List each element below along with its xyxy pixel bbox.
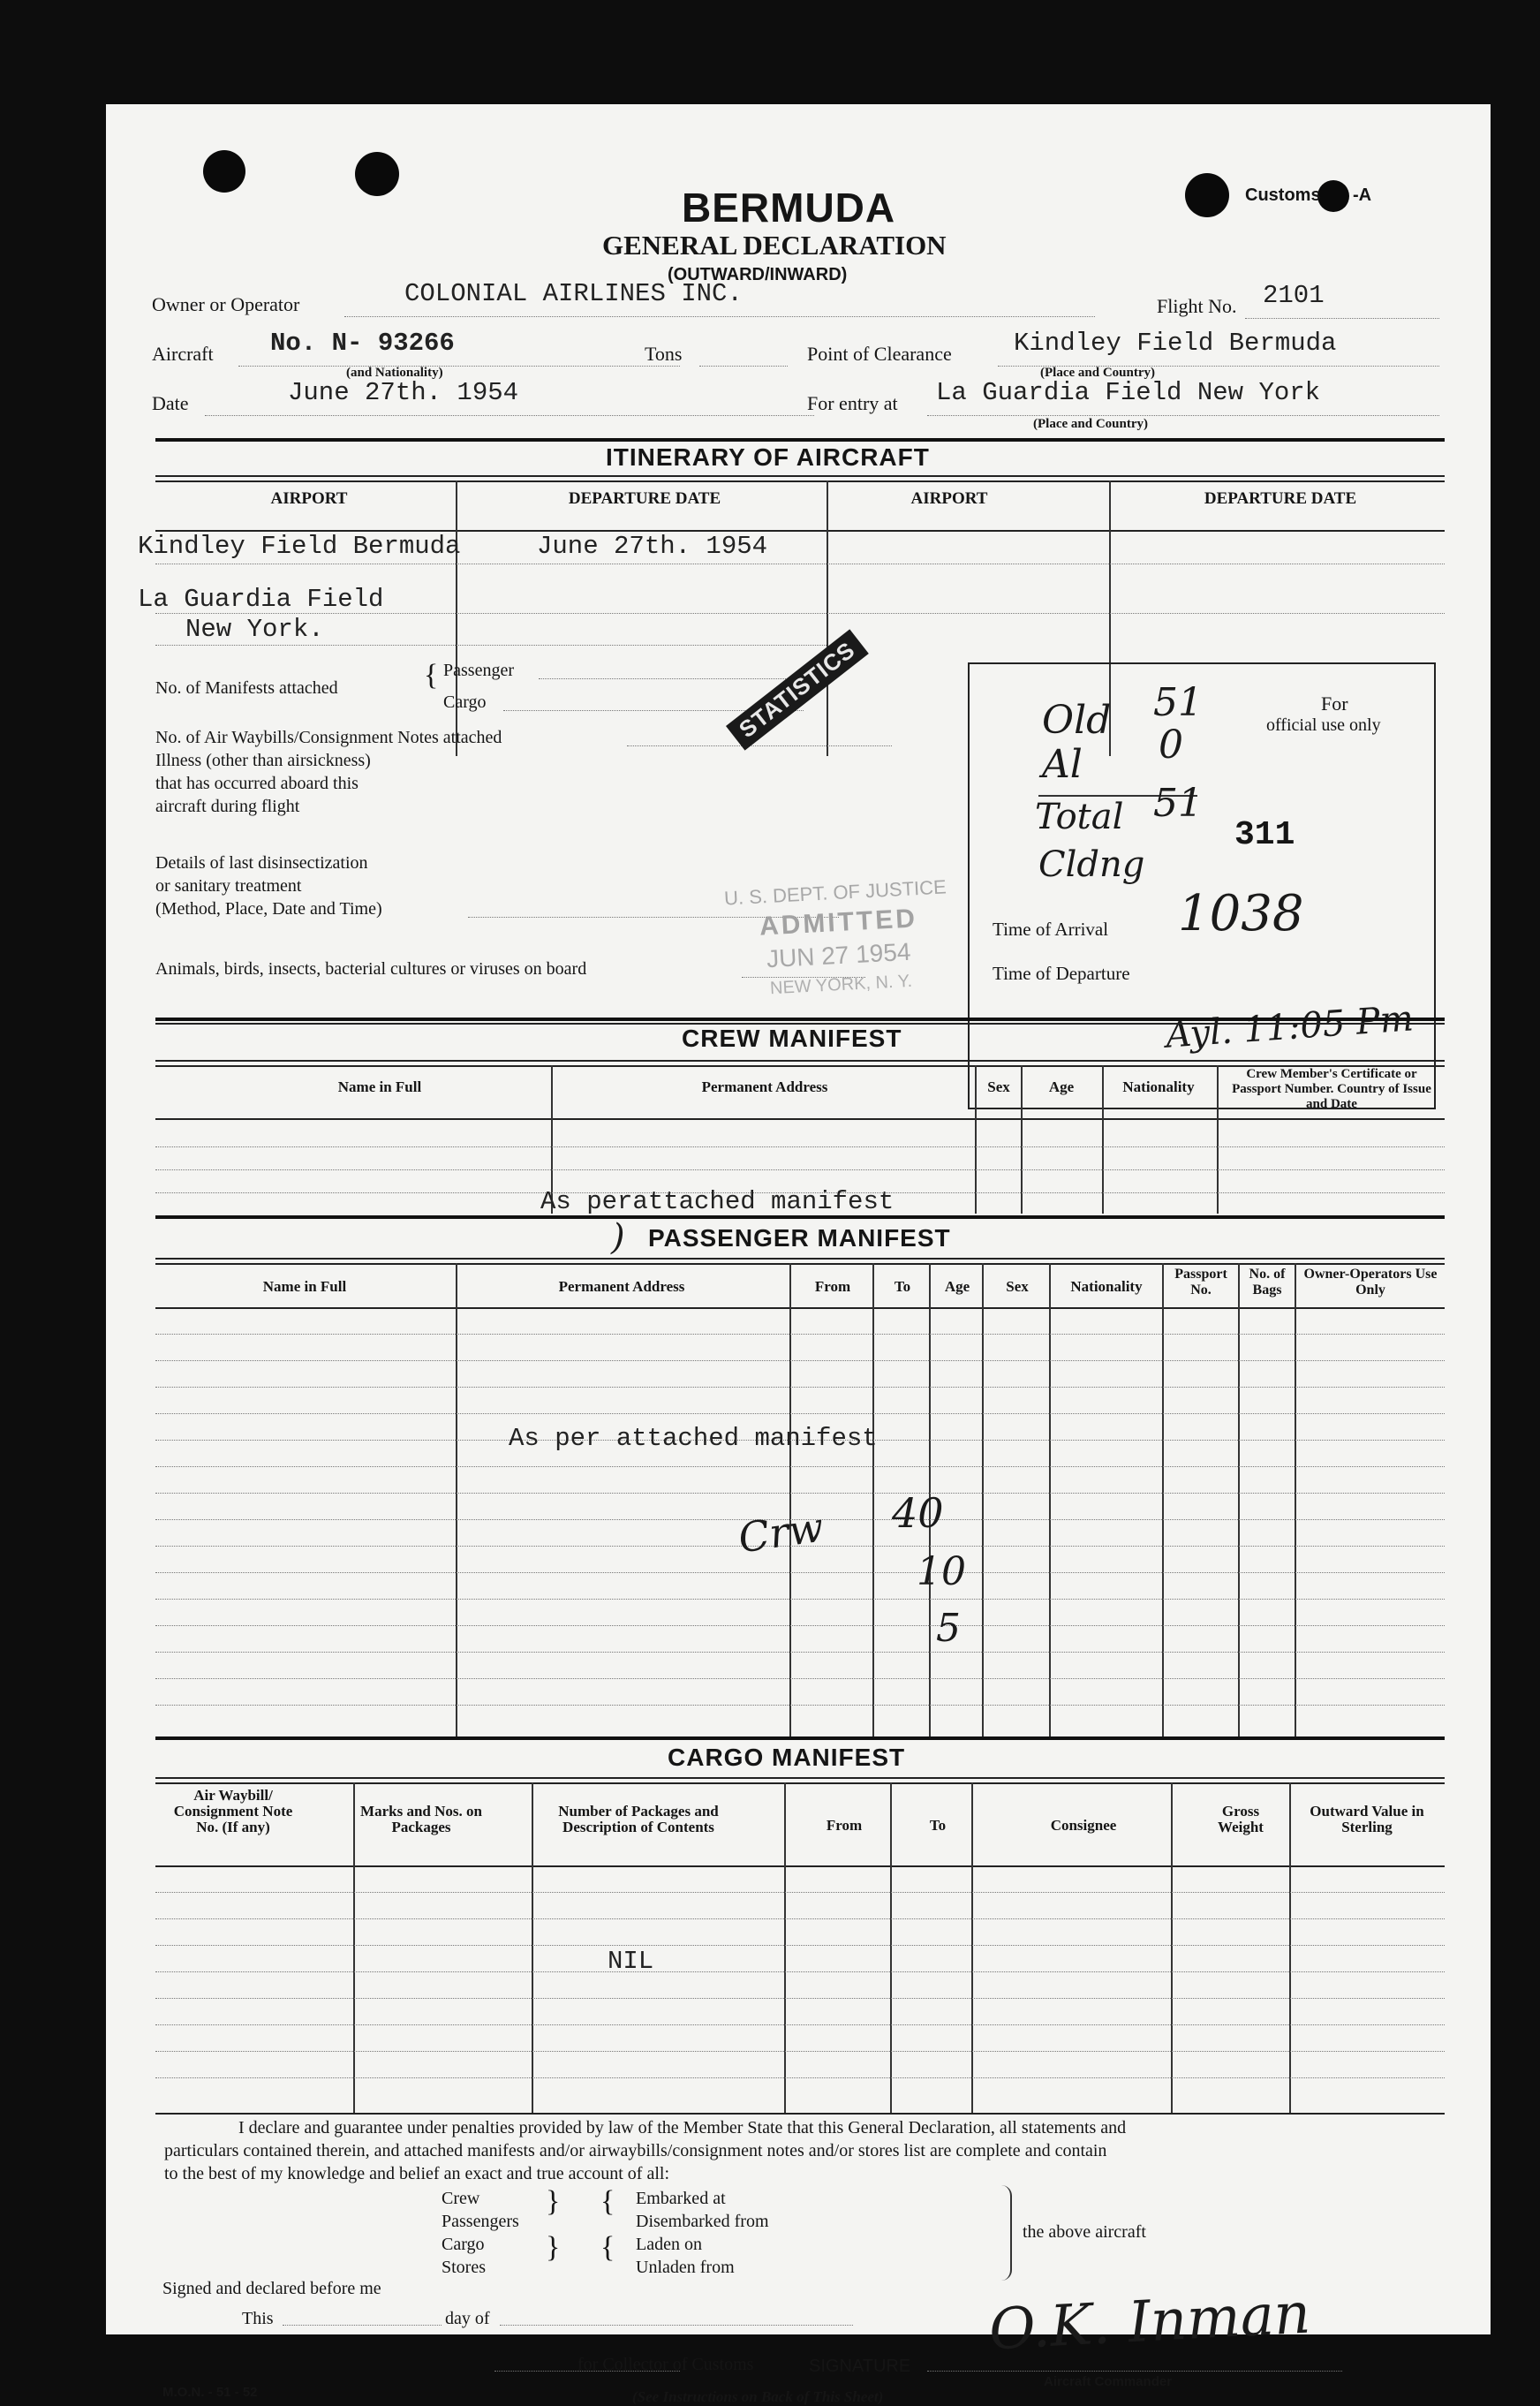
pass-row-line-11: [155, 1599, 1445, 1600]
official-hand-1-value: 51: [1153, 680, 1203, 725]
time-arrival-label: Time of Arrival: [993, 919, 1109, 940]
decl-cargo: Cargo: [442, 2235, 485, 2254]
official-signature-note: Ayl. 11:05 Pm: [1164, 998, 1415, 1056]
itin-col-date-2: DEPARTURE DATE: [1204, 489, 1357, 508]
declaration-form: [106, 104, 1491, 2405]
cargo-vline-2: [532, 1782, 533, 2113]
itin-row-1-airport: Kindley Field Bermuda: [138, 532, 461, 561]
pass-col-bags: No. of Bags: [1249, 1267, 1286, 1298]
clearance-label: Point of Clearance: [807, 343, 952, 365]
cargo-top-rule: [155, 1736, 1445, 1740]
punch-hole-right: [1185, 173, 1229, 217]
pass-row-line-2: [155, 1360, 1445, 1361]
itin-col-date-1: DEPARTURE DATE: [568, 489, 721, 508]
admitted-stamp-3: JUN 27 1954: [766, 937, 912, 973]
cargo-row-line-8: [155, 2077, 1445, 2078]
flight-label: Flight No.: [1157, 295, 1237, 317]
disinsect-line-3: (Method, Place, Date and Time): [155, 899, 382, 919]
pass-row-line-13: [155, 1652, 1445, 1653]
cargo-row-line-5: [155, 1998, 1445, 1999]
date-line: [205, 415, 814, 416]
decl-laden: Laden on: [636, 2235, 702, 2254]
decl-brace-3: {: [600, 2185, 615, 2218]
crew-col-age: Age: [1048, 1078, 1075, 1095]
itin-row-2-line: [155, 613, 1445, 614]
form-subtitle: GENERAL DECLARATION: [602, 230, 947, 261]
decl-stores: Stores: [442, 2258, 486, 2277]
pass-col-to: To: [894, 1278, 911, 1295]
cargo-bottom-rule: [155, 2113, 1445, 2115]
decl-this-line: [283, 2325, 442, 2326]
official-label-1: For: [1321, 692, 1348, 715]
official-hand-1: Old: [1042, 698, 1112, 743]
pass-col-sex: Sex: [1006, 1278, 1029, 1295]
passenger-title-rule-2: [155, 1263, 1445, 1265]
itin-vline-2: [827, 480, 828, 756]
pass-col-owner: Owner-Operators Use Only: [1303, 1267, 1438, 1298]
pass-row-line-6: [155, 1466, 1445, 1467]
clearance-sub: (Place and Country): [1040, 366, 1155, 380]
official-hand-2-value: 0: [1159, 723, 1183, 768]
cargo-row-line-2: [155, 1918, 1445, 1919]
passenger-mark: ): [611, 1217, 625, 1258]
pass-row-line-3: [155, 1387, 1445, 1388]
pass-col-address: Permanent Address: [558, 1278, 685, 1295]
pass-row-line-14: [155, 1678, 1445, 1679]
entry-value: La Guardia Field New York: [936, 378, 1321, 407]
itin-row-1-date: June 27th. 1954: [537, 532, 768, 561]
itin-vline-1: [456, 480, 457, 756]
aircraft-value: No. N- 93266: [270, 329, 455, 358]
aircraft-line: [238, 366, 680, 367]
owner-value: COLONIAL AIRLINES INC.: [404, 279, 743, 308]
crew-col-sex: Sex: [987, 1078, 1010, 1095]
itinerary-top-rule: [155, 438, 1445, 442]
pass-row-line-10: [155, 1572, 1445, 1573]
itin-row-3-airport: New York.: [185, 615, 324, 644]
official-hand-2: Al: [1042, 742, 1083, 787]
entry-line: [927, 415, 1439, 416]
date-value: June 27th. 1954: [288, 378, 519, 407]
decl-big-brace: [1000, 2185, 1012, 2281]
cargo-row-line-4: [155, 1971, 1445, 1972]
cargo-row-line-1: [155, 1892, 1445, 1893]
decl-brace-4: {: [600, 2231, 615, 2264]
crew-title-rule: [155, 1060, 1445, 1062]
customs-label: Customs: [1245, 185, 1321, 205]
pass-col-age: Age: [944, 1278, 970, 1295]
cargo-note: NIL: [608, 1947, 654, 1976]
cargo-col-consignee: Consignee: [1050, 1817, 1117, 1834]
decl-this: This: [242, 2309, 274, 2328]
passenger-label: Passenger: [443, 661, 514, 680]
crew-note: As perattached manifest: [540, 1187, 895, 1216]
cargo-col-marks: Marks and Nos. on Packages: [360, 1803, 482, 1835]
passenger-hand-3: 10: [917, 1549, 966, 1594]
decl-day-line: [500, 2325, 853, 2326]
crew-vline-5: [1217, 1065, 1219, 1214]
form-title: BERMUDA: [682, 185, 896, 231]
cargo-title-rule: [155, 1777, 1445, 1779]
crew-header-rule: [155, 1118, 1445, 1120]
admitted-stamp-4: NEW YORK, N. Y.: [769, 971, 913, 999]
aircraft-label: Aircraft: [152, 343, 214, 365]
crew-row-line-2: [155, 1169, 1445, 1170]
passenger-line: [539, 678, 804, 679]
illness-line-3: aircraft during flight: [155, 797, 300, 816]
pass-header-rule: [155, 1307, 1445, 1309]
punch-hole-center: [355, 152, 399, 196]
crew-vline-2: [975, 1065, 977, 1214]
declaration-line-3: to the best of my knowledge and belief an exact and true account of all:: [164, 2164, 670, 2183]
cargo-row-line-7: [155, 2051, 1445, 2052]
statistics-stamp: STATISTICS: [726, 630, 869, 751]
cargo-vline-6: [1171, 1782, 1173, 2113]
cargo-col-waybill: Air Waybill/ Consignment Note No. (If any): [173, 1787, 293, 1835]
cargo-vline-1: [353, 1782, 355, 2113]
illness-line-2: that has occurred aboard this: [155, 774, 359, 793]
decl-signed: Signed and declared before me: [162, 2279, 381, 2298]
entry-sub: (Place and Country): [1033, 417, 1148, 431]
pass-col-nationality: Nationality: [1070, 1278, 1143, 1295]
crew-top-rule: [155, 1018, 1445, 1021]
time-departure-label: Time of Departure: [993, 963, 1130, 984]
declaration-line-1: I declare and guarantee under penalties provided by law of the Member State that this General Declaration, all statements and: [238, 2118, 1127, 2137]
crew-col-nationality: Nationality: [1122, 1078, 1195, 1095]
crew-col-name: Name in Full: [337, 1078, 422, 1095]
pass-row-line-4: [155, 1413, 1445, 1414]
official-number: 311: [1234, 816, 1295, 854]
itinerary-title-rule-2: [155, 480, 1445, 482]
decl-collector: for Collector of Customs: [578, 2355, 754, 2374]
admitted-stamp-1: U. S. DEPT. OF JUSTICE: [723, 875, 947, 910]
aircraft-sub: (and Nationality): [346, 366, 443, 380]
commander-signature: O.K. Inman: [987, 2281, 1312, 2364]
illness-line-1: Illness (other than airsickness): [155, 751, 371, 770]
disinsect-line-2: or sanitary treatment: [155, 876, 302, 896]
crew-row-line-1: [155, 1146, 1445, 1147]
cargo-vline-7: [1289, 1782, 1291, 2113]
decl-signature-line: [927, 2371, 1342, 2372]
decl-embarked: Embarked at: [636, 2189, 726, 2208]
passenger-top-rule: [155, 1215, 1445, 1219]
passenger-hand-1: Crw: [735, 1502, 827, 1562]
cargo-vline-4: [890, 1782, 892, 2113]
passenger-note: As per attached manifest: [509, 1424, 878, 1453]
passenger-hand-4: 5: [936, 1606, 961, 1651]
form-number: M.O.N. - 51 - 52: [162, 2385, 258, 2400]
flight-line: [1245, 318, 1439, 319]
date-label: Date: [152, 392, 189, 414]
cargo-col-to: To: [929, 1817, 947, 1834]
entry-label: For entry at: [807, 392, 898, 414]
clearance-value: Kindley Field Bermuda: [1014, 329, 1337, 358]
customs-code: -A: [1353, 185, 1372, 205]
itin-col-airport-1: AIRPORT: [270, 489, 348, 508]
declaration-line-2: particulars contained therein, and attached manifests and/or airwaybills/consignment notes and/or stores list are complete and contain: [164, 2141, 1107, 2160]
itin-col-airport-2: AIRPORT: [910, 489, 988, 508]
cargo-col-from: From: [826, 1817, 863, 1834]
animals-label: Animals, birds, insects, bacterial cultures or viruses on board: [155, 959, 587, 979]
decl-signature-label: SIGNATURE: [809, 2357, 911, 2376]
cargo-vline-5: [971, 1782, 973, 2113]
tons-label: Tons: [645, 343, 683, 365]
pass-row-line-1: [155, 1334, 1445, 1335]
decl-brace-2: }: [546, 2231, 561, 2264]
crew-title: CREW MANIFEST: [682, 1025, 902, 1052]
decl-disembarked: Disembarked from: [636, 2212, 769, 2231]
owner-line: [344, 316, 1095, 317]
owner-label: Owner or Operator: [152, 293, 300, 315]
pass-col-from: From: [814, 1278, 851, 1295]
flight-value: 2101: [1263, 281, 1325, 310]
official-hand-3: Total: [1035, 797, 1124, 837]
punch-hole-left: [203, 150, 245, 193]
decl-brace-1: }: [546, 2185, 561, 2218]
cargo-title: CARGO MANIFEST: [668, 1744, 906, 1771]
official-hand-3-value: 51: [1153, 781, 1203, 826]
cargo-row-line-6: [155, 2024, 1445, 2025]
decl-crew: Crew: [442, 2189, 480, 2208]
itinerary-title: ITINERARY OF AIRCRAFT: [606, 443, 930, 471]
waybills-label: No. of Air Waybills/Consignment Notes attached: [155, 728, 502, 747]
pass-row-line-15: [155, 1705, 1445, 1706]
itin-row-2-airport: La Guardia Field: [138, 585, 384, 614]
decl-passengers: Passengers: [442, 2212, 519, 2231]
itin-row-3-line: [155, 645, 827, 646]
pass-row-line-12: [155, 1625, 1445, 1626]
tons-line: [699, 366, 788, 367]
time-arrival-value: 1038: [1178, 885, 1304, 942]
disinsect-line-1: Details of last disinsectization: [155, 853, 368, 873]
official-label-2: official use only: [1266, 715, 1381, 735]
crew-vline-4: [1102, 1065, 1104, 1214]
instructions-note: (See Instructions on Back of This Sheet): [632, 2388, 884, 2405]
cargo-vline-3: [784, 1782, 786, 2113]
form-direction: (OUTWARD/INWARD): [668, 265, 848, 284]
admitted-stamp-2: ADMITTED: [759, 904, 918, 942]
cargo-header-rule: [155, 1865, 1445, 1867]
manifests-brace: {: [424, 659, 439, 692]
pass-col-passport: Passport No.: [1174, 1267, 1227, 1298]
pass-col-name: Name in Full: [262, 1278, 347, 1295]
cargo-col-weight: Gross Weight: [1218, 1803, 1264, 1835]
cargo-title-rule-2: [155, 1782, 1445, 1784]
cargo-col-packages: Number of Packages and Description of Contents: [558, 1803, 719, 1835]
waybills-line: [627, 745, 892, 746]
decl-day-of: day of: [445, 2309, 490, 2328]
passenger-title-rule: [155, 1258, 1445, 1260]
decl-commander: Aircraft Commander: [1044, 2374, 1173, 2389]
cargo-row-line-3: [155, 1945, 1445, 1946]
crew-col-address: Permanent Address: [701, 1078, 828, 1095]
crew-vline-3: [1021, 1065, 1023, 1214]
cargo-col-value: Outward Value in Sterling: [1310, 1803, 1424, 1835]
itinerary-title-rule: [155, 475, 1445, 477]
cargo-label: Cargo: [443, 692, 487, 712]
decl-above-aircraft: the above aircraft: [1023, 2222, 1146, 2242]
punch-hole-customs: [1317, 180, 1349, 212]
manifests-label: No. of Manifests attached: [155, 678, 338, 698]
crew-col-certificate: Crew Member's Certificate or Passport Number. Country of Issue and Date: [1232, 1067, 1431, 1111]
pass-row-line-7: [155, 1493, 1445, 1494]
official-hand-4: Cldng: [1038, 844, 1145, 885]
passenger-hand-2: 40: [892, 1489, 944, 1537]
passenger-title: PASSENGER MANIFEST: [648, 1224, 951, 1252]
decl-unladen: Unladen from: [636, 2258, 735, 2277]
